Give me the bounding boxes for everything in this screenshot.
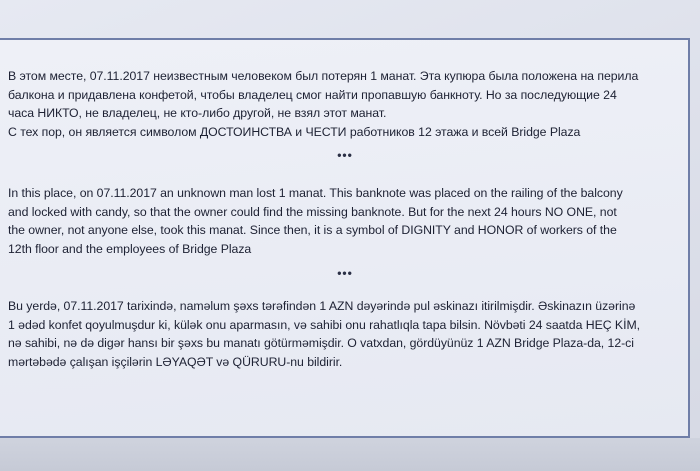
english-paragraph — [8, 184, 683, 258]
azerbaijani-paragraph — [8, 297, 683, 371]
russian-line: балкона и придавлена конфетой, чтобы владелец смог найти пропавшую банкноту. Но за последующие 24 — [8, 87, 617, 102]
english-line: the owner, not anyone else, took this manat. Since then, it is a symbol of DIGNITY and HONOR of workers of the — [8, 223, 617, 237]
english-line: and locked with candy, so that the owner could find the missing banknote. But for the next 24 hours NO ONE, not — [8, 204, 617, 219]
section-separator: ••• — [337, 148, 353, 162]
english-line: In this place, on 07.11.2017 an unknown man lost 1 manat. This banknote was placed on the railing of the balcony — [8, 186, 623, 200]
russian-line: часа НИКТО, не владелец, не кто-либо другой, не взял этот манат. — [8, 106, 387, 120]
azerbaijani-line: Bu yerdə, 07.11.2017 tarixində, naməlum şəxs tərəfindən 1 AZN dəyərində pul əskinazı itirilmişdir. Əskinazın üzərinə — [8, 299, 636, 313]
surface-below-sheet — [0, 438, 700, 471]
section-separator: ••• — [337, 266, 353, 280]
english-line: 12th floor and the employees of Bridge Plaza — [8, 241, 252, 256]
azerbaijani-line: nə sahibi, nə də digər hansı bir şəxs bu manatı götürməmişdir. O vatxdan, gördüyünüz 1 AZN Bridge Plaza-da, 12-ci — [8, 336, 634, 350]
russian-paragraph — [8, 67, 683, 141]
azerbaijani-line: 1 ədəd konfet qoyulmuşdur ki, külək onu aparmasın, və sahibi onu rahatlıqla tapa bilsin. Növbəti 24 saatda HEÇ KİM, — [8, 317, 641, 332]
russian-line: В этом месте, 07.11.2017 неизвестным человеком был потерян 1 манат. Эта купюра была положена на перила — [8, 69, 639, 83]
russian-line: С тех пор, он является символом ДОСТОИНСТВА и ЧЕСТИ работников 12 этажа и всей Bridge Plaza — [8, 124, 581, 139]
azerbaijani-line: mərtəbədə çalışan işçilərin LƏYAQƏT və QÜRURU-nu bildirir. — [8, 354, 343, 369]
notice-sheet — [0, 38, 690, 438]
